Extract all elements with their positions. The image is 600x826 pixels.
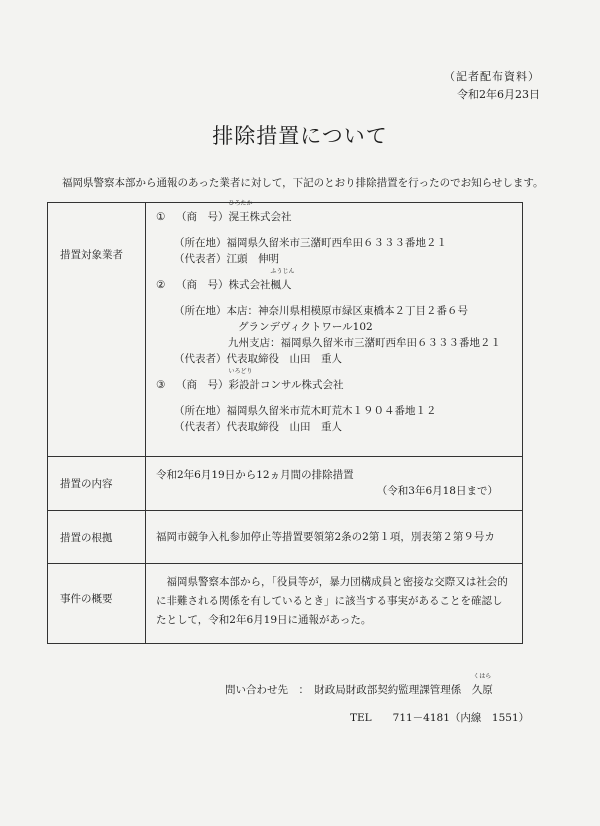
row-label-basis: 措置の根拠 (60, 532, 113, 544)
contact-line (225, 673, 493, 697)
company-2-address-building: グランデヴィクトワール102 (238, 321, 373, 333)
case-summary-text: 福岡県警察本部から，「役員等が，暴力団構成員と密接な交際又は社会的に非難される関係を有しているとき」に該当する事実があることを確認したとして，令和2年6月19日に通報があった。 (156, 576, 508, 626)
page-title: 排除措置について (212, 124, 388, 148)
row-label-targets: 措置対象業者 (60, 249, 123, 261)
measure-table (47, 202, 523, 644)
contact-prefix: 問い合わせ先 ： 財政局財政部契約監理課管理係 (225, 684, 462, 696)
measure-end-date: （令和3年6月18日まで） (376, 485, 498, 497)
company-1-representative: （代表者）江頭 伸明 (174, 253, 279, 265)
measure-basis-text: 福岡市競争入札参加停止等措置要領第2条の2第１項，別表第２第９号カ (156, 531, 495, 543)
company-3-ruby: いろどり 彩 (228, 368, 253, 391)
company-2-representative: （代表者）代表取締役 山田 重人 (174, 353, 342, 365)
measure-period: 令和2年6月19日から12ヵ月間の排除措置 (156, 469, 354, 481)
row-label-content: 措置の内容 (60, 478, 113, 490)
company-2-address-head: （所在地）本店：神奈川県相模原市緑区東橋本２丁目２番６号 (174, 305, 468, 317)
contact-person: くはら 久原 (471, 673, 493, 696)
table-row-targets (48, 203, 523, 457)
document-label: （記者配布資料） (444, 70, 540, 83)
company-3-representative: （代表者）代表取締役 山田 重人 (174, 421, 342, 433)
table-row-summary (48, 564, 523, 644)
company-2-address-branch: 九州支店：福岡県久留米市三潴町西牟田６３３３番地２１ (228, 337, 501, 349)
table-row-content (48, 457, 523, 511)
company-2-ruby: ふうじん 楓人 (270, 268, 295, 291)
company-1-address: （所在地）福岡県久留米市三潴町西牟田６３３３番地２１ (174, 237, 447, 249)
table-row-basis (48, 511, 523, 564)
row-label-summary: 事件の概要 (60, 593, 113, 605)
company-1-ruby: ひろたか 滉王 (228, 200, 253, 223)
company-3-address: （所在地）福岡県久留米市荒木町荒木１９０４番地１２ (174, 405, 437, 417)
targets-content (146, 200, 522, 435)
company-1-name: ① （商 号） ひろたか 滉王株式会社 (156, 200, 292, 223)
document-date: 令和2年6月23日 (457, 88, 540, 101)
company-3-name: ③ （商 号） いろどり 彩設計コンサル株式会社 (156, 368, 344, 391)
company-2-name: ② （商 号）株式会社 ふうじん 楓人 (156, 268, 295, 291)
contact-tel: TEL 711－4181（内線 1551） (350, 712, 530, 724)
intro-paragraph: 福岡県警察本部から通報のあった業者に対して，下記のとおり排除措置を行ったのでお知らせします。 (62, 177, 544, 189)
